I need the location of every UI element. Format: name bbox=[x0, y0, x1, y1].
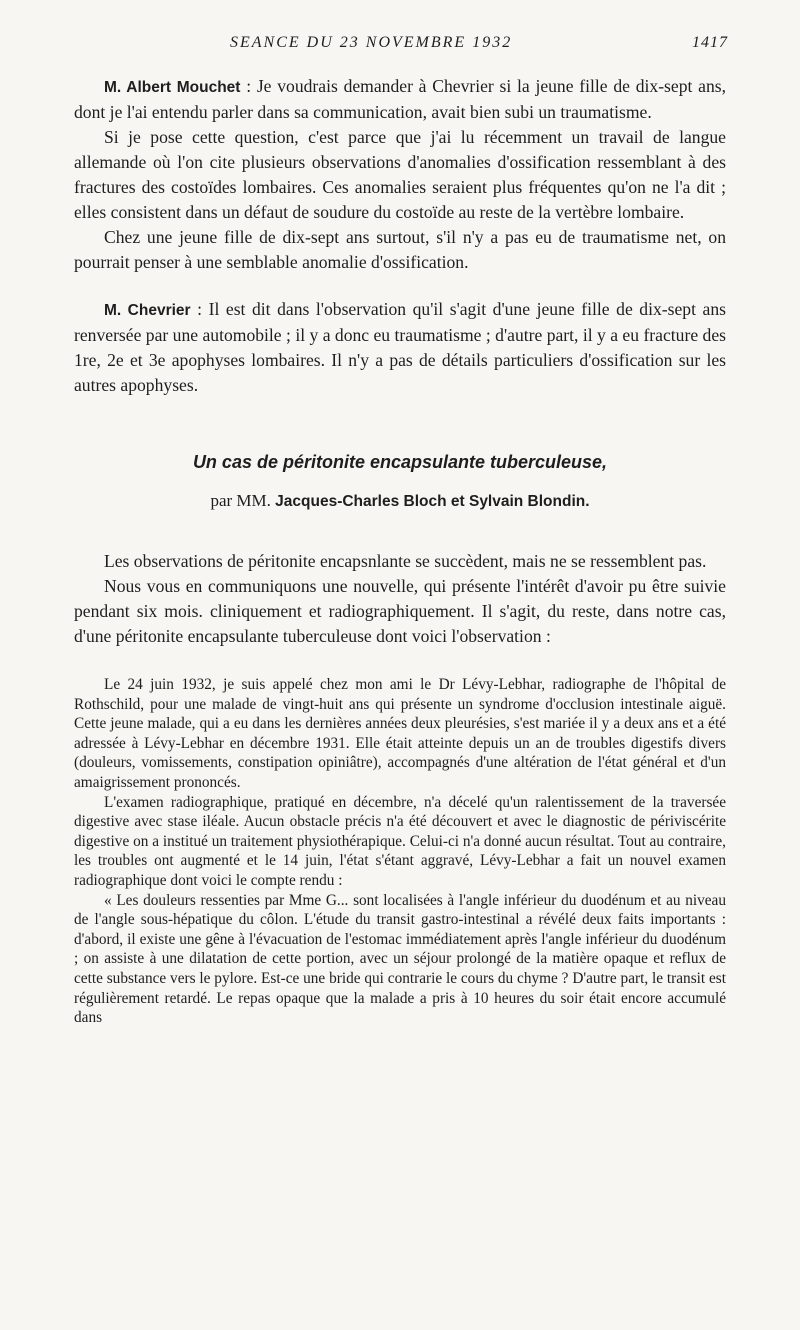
observation-paragraph-3: « Les douleurs ressenties par Mme G... sont localisées à l'angle inférieur du duodénum et au niveau de l'angle sous-hépatique du côlon. L'étude du transit gastro-intestinal a révélé deux faits importants : d'abord, il existe une gêne à l'évacuation de l'estomac immédiatement après l'angle inférieur du duodénum ; on assiste à une dilatation de cette portion, avec un séjour prolongé de la matière opaque et reflux de cette substance vers le pylore. Est-ce une bride qui contrarie le cours du chyme ? D'autre part, le transit est régulièrement retardé. Le repas opaque que la malade a pris à 10 heures du soir était encore accumulé dans bbox=[74, 891, 726, 1027]
intro-paragraph-1: Les observations de péritonite encapsnlante se succèdent, mais ne se ressemblent pas. bbox=[104, 551, 707, 571]
observation-paragraph-1: Le 24 juin 1932, je suis appelé chez mon ami le Dr Lévy-Lebhar, radiographe de l'hôpital de Rothschild, pour une malade de vingt-huit ans qui présente un syndrome d'occlusion intestinale aiguë. Cette jeune malade, qui a eu dans les dernières années deux pleurésies, s'est mariée il y a deux ans et a été adressée à Lévy-Lebhar en décembre 1931. Elle était atteinte depuis un an de troubles digestifs divers (douleurs, vomissements, constipation opiniâtre), accompagnés d'une altération de l'état général et d'un amaigrissement prononcés. bbox=[74, 676, 726, 791]
page-body bbox=[74, 74, 726, 1028]
header-title: SEANCE DU 23 NOVEMBRE 1932 bbox=[230, 34, 513, 51]
article-byline: par MM. Jacques-Charles Bloch et Sylvain Blondin. bbox=[210, 491, 590, 510]
article-intro bbox=[74, 549, 726, 649]
running-header bbox=[0, 34, 800, 58]
speaker-name: M. Albert Mouchet bbox=[104, 79, 241, 96]
discussion-section bbox=[74, 74, 726, 398]
article-authors: Jacques-Charles Bloch et Sylvain Blondin. bbox=[275, 493, 590, 510]
article-title: Un cas de péritonite encapsulante tuberculeuse, bbox=[192, 452, 608, 472]
page-number: 1417 bbox=[692, 34, 728, 51]
observation-text bbox=[74, 675, 726, 1028]
intro-paragraph-2: Nous vous en communiquons une nouvelle, qui présente l'intérêt d'avoir pu être suivie pendant six mois. cliniquement et radiographiquement. Il s'agit, du reste, dans notre cas, d'une péritonite encapsulante tuberculeuse dont voici l'observation : bbox=[74, 576, 726, 646]
mouchet-paragraph-3: Chez une jeune fille de dix-sept ans surtout, s'il n'y a pas eu de traumatisme net, on pourrait penser à une semblable anomalie d'ossification. bbox=[74, 227, 726, 272]
speaker-name: M. Chevrier bbox=[104, 302, 191, 319]
mouchet-paragraph-1: M. Albert Mouchet : Je voudrais demander à Chevrier si la jeune fille de dix-sept ans, dont je l'ai entendu parler dans sa communication, avait bien subi un traumatisme. bbox=[74, 76, 726, 122]
chevrier-paragraph: M. Chevrier : Il est dit dans l'observation qu'il s'agit d'une jeune fille de dix-sept ans renversée par une automobile ; il y a donc eu traumatisme ; d'autre part, il y a eu fracture des 1re, 2e et 3e apophyses lombaires. Il n'y a pas de détails particuliers d'ossification sur les autres apophyses. bbox=[74, 299, 726, 395]
observation-paragraph-2: L'examen radiographique, pratiqué en décembre, n'a décelé qu'un ralentissement de la traversée digestive avec stase iléale. Aucun obstacle précis n'a été découvert et avec le diagnostic de périviscérite digestive on a institué un traitement physiothérapique. Celui-ci n'a donné aucun résultat. Tout au contraire, les troubles ont augmenté et le 14 juin, l'état s'étant aggravé, Lévy-Lebhar a fait un nouvel examen radiographique dont voici le compte rendu : bbox=[74, 793, 726, 889]
mouchet-paragraph-2: Si je pose cette question, c'est parce que j'ai lu récemment un travail de langue allemande où l'on cite plusieurs observations d'anomalies d'ossification ressemblant à des fractures des costoïdes lombaires. Ces anomalies seraient plus fréquentes qu'on ne l'a dit ; elles consistent dans un défaut de soudure du costoïde au reste de la vertèbre lombaire. bbox=[74, 127, 726, 222]
